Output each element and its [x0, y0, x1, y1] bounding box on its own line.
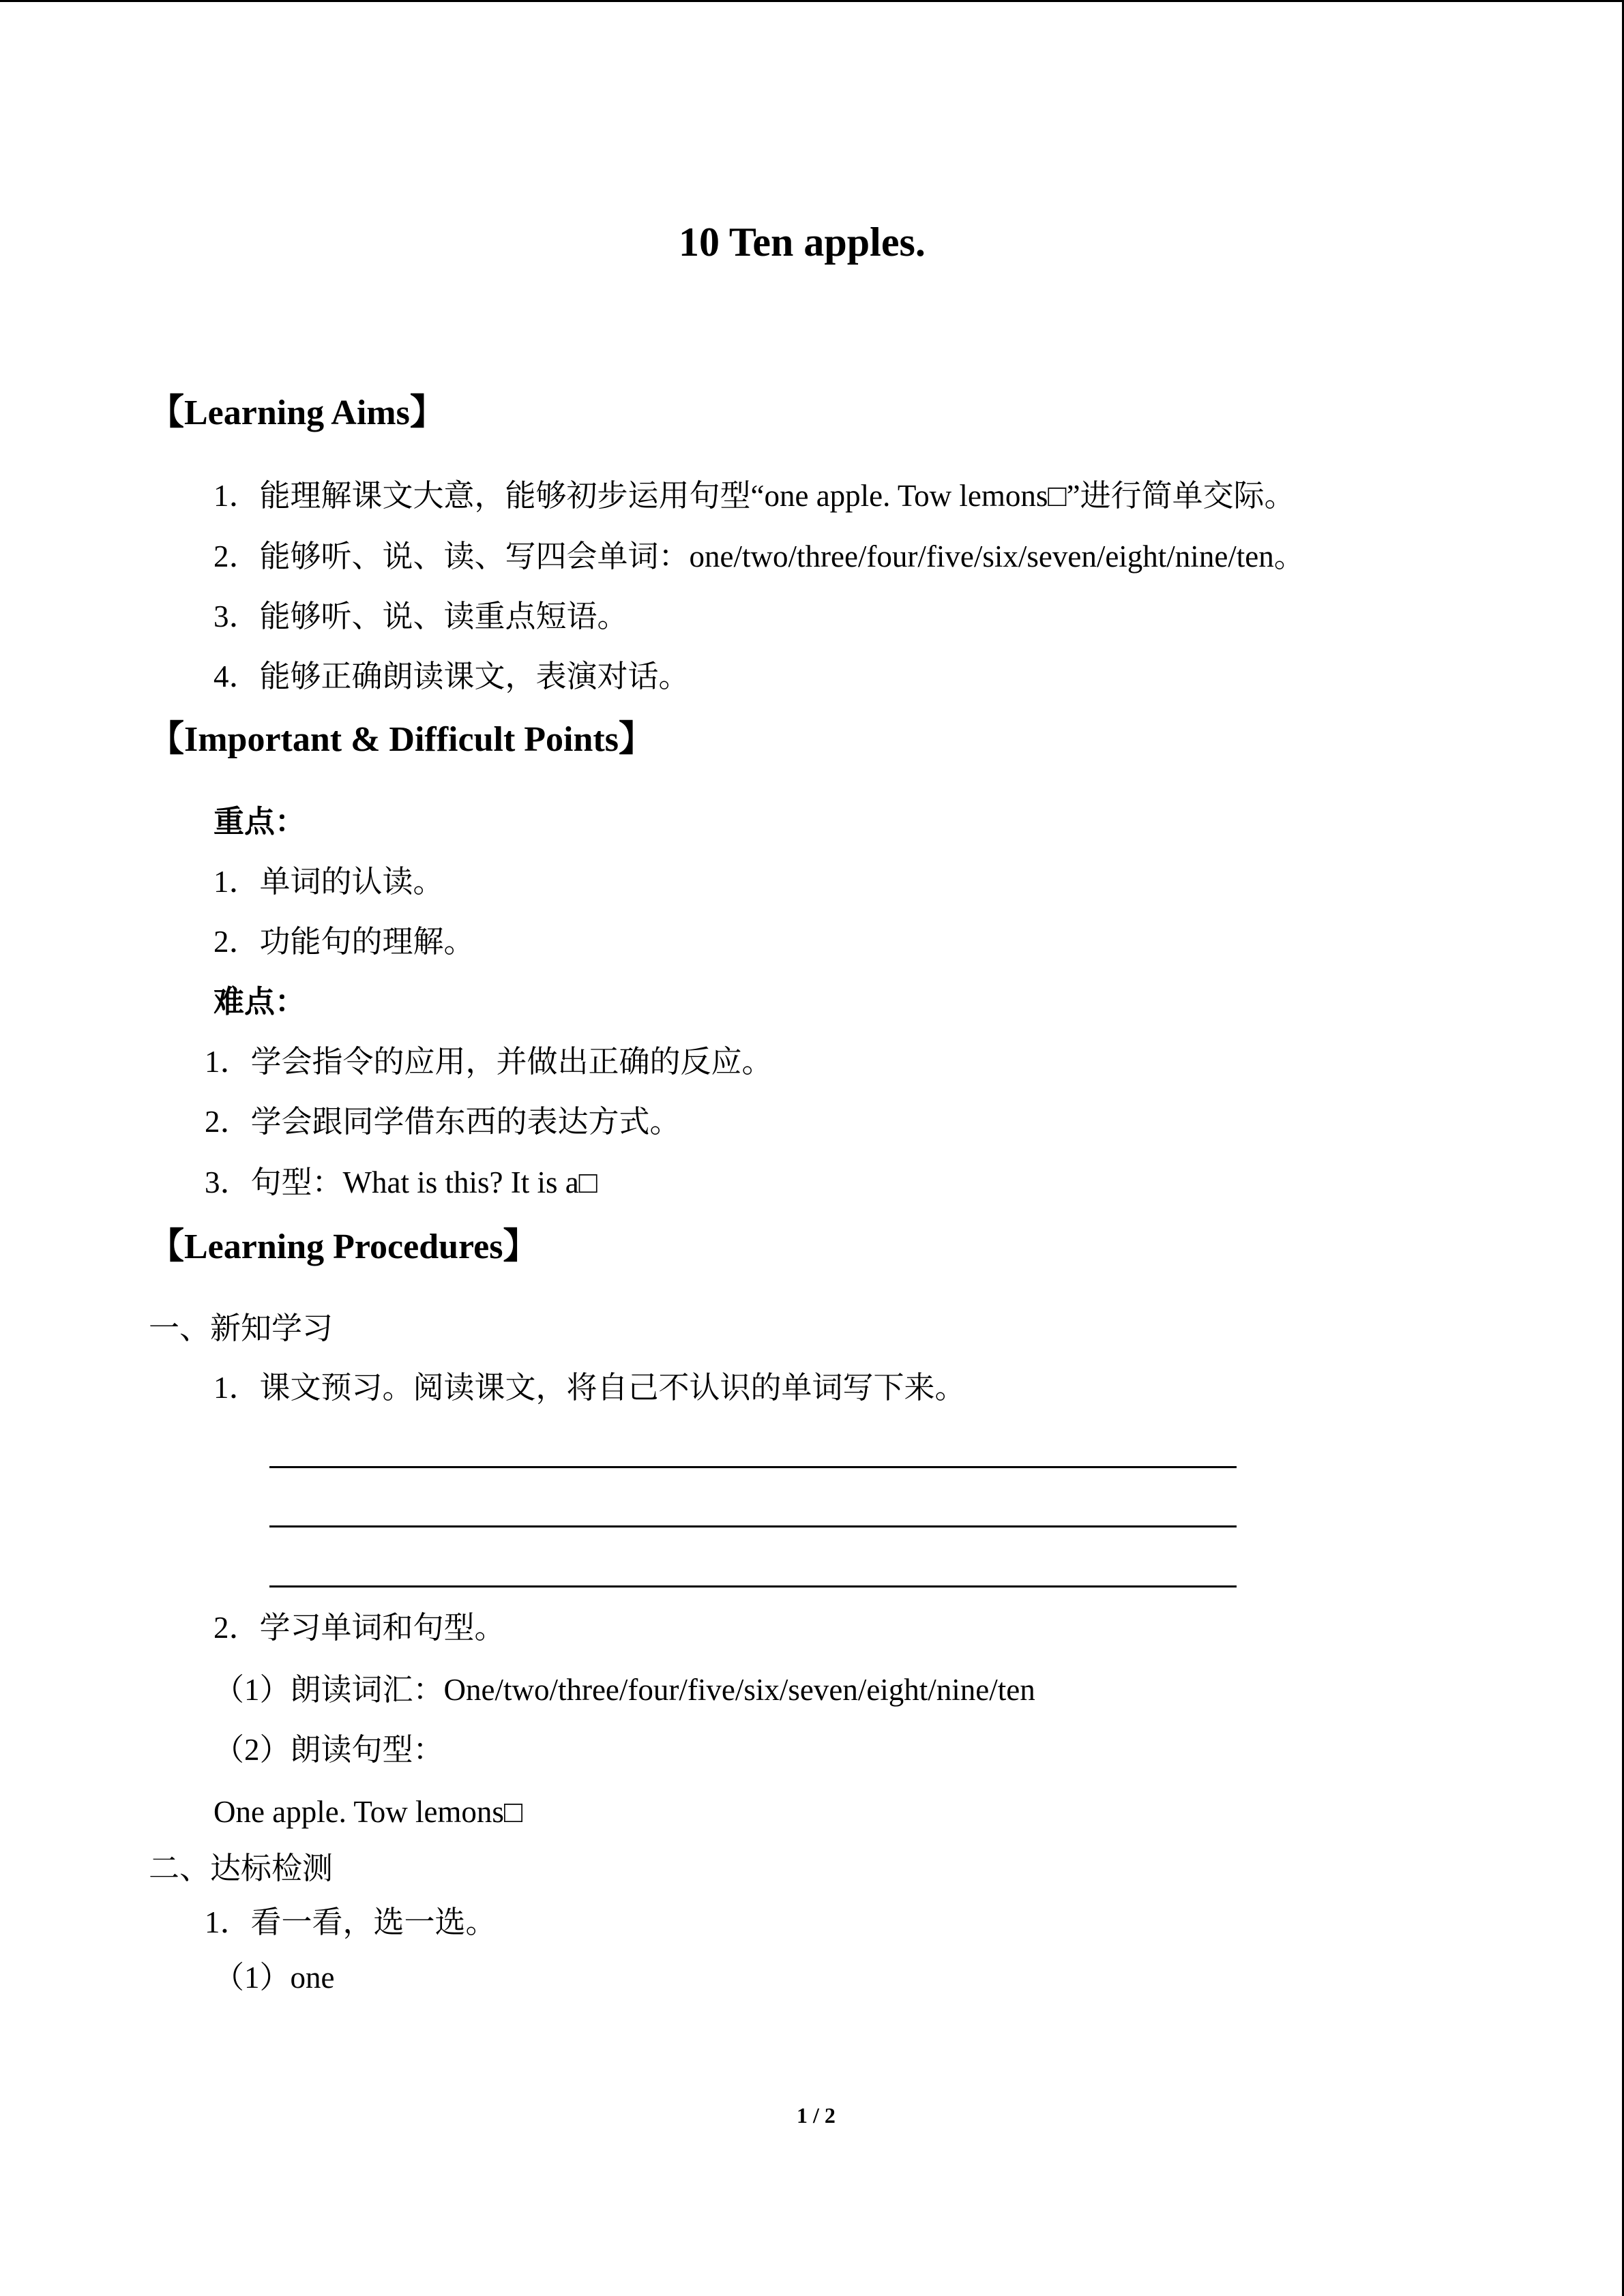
study-step: 2．学习单词和句型。: [213, 1611, 505, 1645]
key-point-item: 2．功能句的理解。: [213, 925, 475, 959]
exercise-item: （1）one: [213, 1960, 335, 1995]
part-one-title: 一、新知学习: [149, 1311, 334, 1345]
learning-aims-heading: 【Learning Aims】: [149, 393, 445, 432]
read-vocabulary: （1）朗读词汇：One/two/three/four/five/six/seven/eight/nine/ten: [213, 1673, 1035, 1707]
sentence-pattern: One apple. Tow lemons□: [213, 1795, 523, 1829]
learning-aim-item: 3．能够听、说、读重点短语。: [213, 599, 628, 633]
difficult-points-label: 难点：: [213, 985, 306, 1019]
important-points-heading: 【Important & Difficult Points】: [149, 720, 654, 759]
page-border-top: [0, 0, 1624, 2]
answer-line: [269, 1585, 1237, 1587]
difficult-point-item: 2．学会跟同学借东西的表达方式。: [205, 1105, 681, 1139]
document-title: 10 Ten apples.: [679, 220, 926, 265]
learning-aim-item: 2．能够听、说、读、写四会单词：one/two/three/four/five/six/seven/eight/nine/ten。: [213, 539, 1305, 573]
difficult-point-item: 3．句型：What is this? It is a□: [205, 1165, 597, 1199]
learning-aim-item: 1．能理解课文大意，能够初步运用句型“one apple. Tow lemons□”进行简单交际。: [213, 479, 1295, 513]
answer-line: [269, 1466, 1237, 1468]
exercise-step: 1．看一看，选一选。: [205, 1905, 497, 1939]
learning-aim-item: 4．能够正确朗读课文，表演对话。: [213, 659, 690, 694]
answer-line: [269, 1525, 1237, 1527]
page-number: 1 / 2: [797, 2103, 836, 2128]
part-two-title: 二、达标检测: [149, 1851, 334, 1885]
read-sentences-label: （2）朗读句型：: [213, 1733, 444, 1767]
procedures-heading: 【Learning Procedures】: [149, 1227, 539, 1266]
key-points-label: 重点：: [213, 805, 306, 839]
preview-step: 1．课文预习。阅读课文，将自己不认识的单词写下来。: [213, 1371, 966, 1405]
difficult-point-item: 1．学会指令的应用，并做出正确的反应。: [205, 1045, 773, 1079]
key-point-item: 1．单词的认读。: [213, 865, 444, 899]
